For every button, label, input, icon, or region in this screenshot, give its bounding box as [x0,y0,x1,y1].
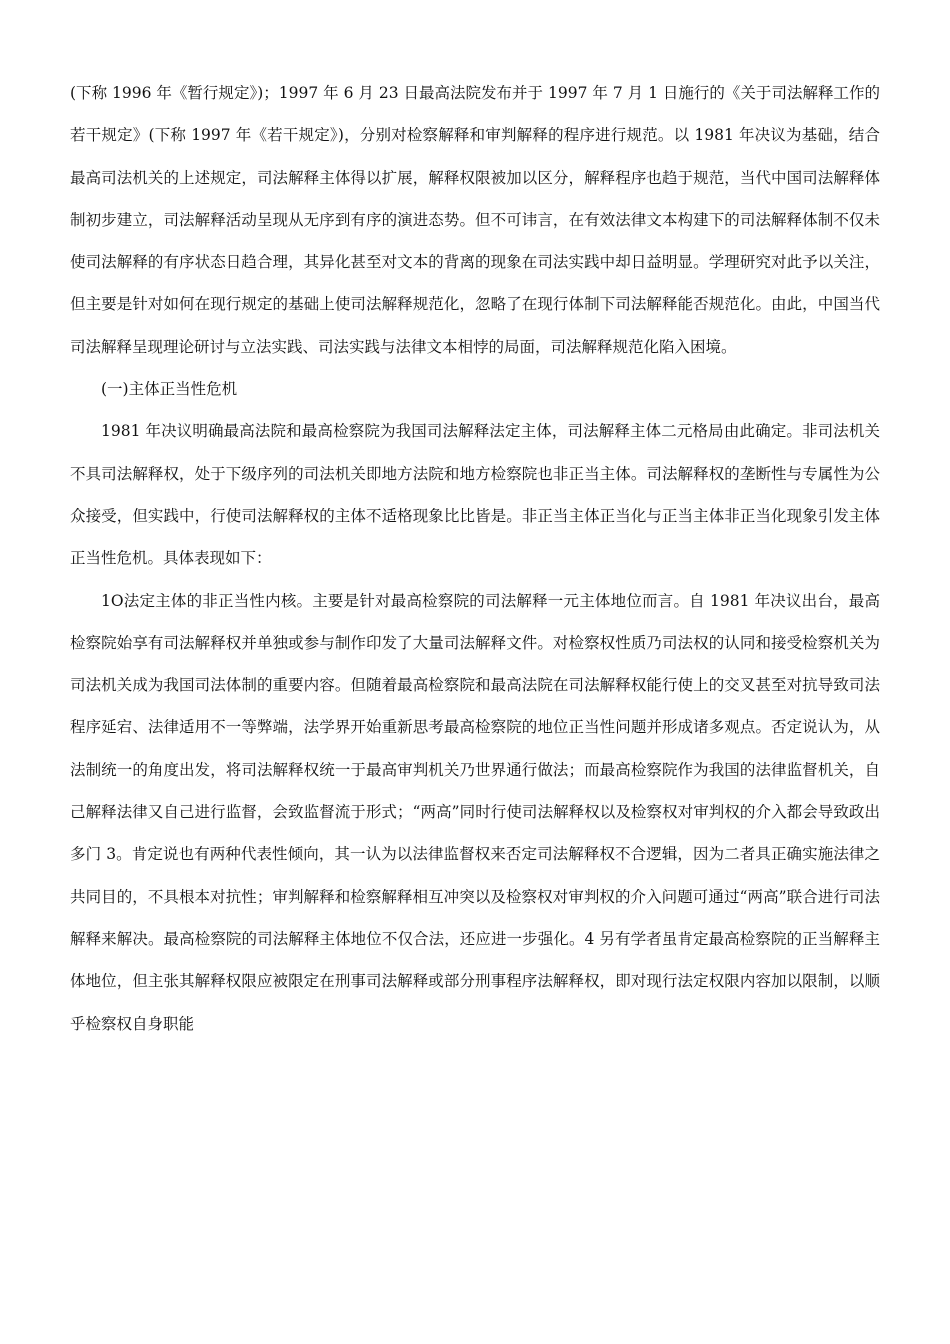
body-text [70,72,880,1045]
paragraph: 1981 年决议明确最高法院和最高检察院为我国司法解释法定主体，司法解释主体二元格局由此确定。非司法机关不具司法解释权，处于下级序列的司法机关即地方法院和地方检察院也非正当主体。司法解释权的垄断性与专属性为公众接受，但实践中，行使司法解释权的主体不适格现象比比皆是。非正当主体正当化与正当主体非正当化现象引发主体正当性危机。具体表现如下： [70,422,880,568]
paragraph-continuation: (下称 1996 年《暂行规定》)；1997 年 6 月 23 日最高法院发布并于 1997 年 7 月 1 日施行的《关于司法解释工作的若干规定》(下称 1997 年《若干规定》)，分别对检察解释和审判解释的程序进行规范。以 1981 年决议为基础，结合最高司法机关的上述规定，司法解释主体得以扩展，解释权限被加以区分，解释程序也趋于规范，当代中国司法解释体制初步建立，司法解释活动呈现从无序到有序的演进态势。但不可讳言，在有效法律文本构建下的司法解释体制不仅未使司法解释的有序状态日趋合理，其异化甚至对文本的背离的现象在司法实践中却日益明显。学理研究对此予以关注，但主要是针对如何在现行规定的基础上使司法解释规范化，忽略了在现行体制下司法解释能否规范化。由此，中国当代司法解释呈现理论研讨与立法实践、司法实践与法律文本相悖的局面，司法解释规范化陷入困境。 [70,84,880,356]
section-heading: (一)主体正当性危机 [101,380,238,399]
paragraph: 1O法定主体的非正当性内核。主要是针对最高检察院的司法解释一元主体地位而言。自 1981 年决议出台，最高检察院始享有司法解释权并单独或参与制作印发了大量司法解释文件。对检察权性质乃司法权的认同和接受检察机关为司法机关成为我国司法体制的重要内容。但随着最高检察院和最高法院在司法解释权能行使上的交叉甚至对抗导致司法程序延宕、法律适用不一等弊端，法学界开始重新思考最高检察院的地位正当性问题并形成诸多观点。否定说认为，从法制统一的角度出发，将司法解释权统一于最高审判机关乃世界通行做法；而最高检察院作为我国的法律监督机关，自己解释法律又自己进行监督，会致监督流于形式；“两高”同时行使司法解释权以及检察权对审判权的介入都会导致政出多门 3。肯定说也有两种代表性倾向，其一认为以法律监督权来否定司法解释权不合逻辑，因为二者具正确实施法律之共同目的，不具根本对抗性；审判解释和检察解释相互冲突以及检察权对审判权的介入问题可通过“两高”联合进行司法解释来解决。最高检察院的司法解释主体地位不仅合法，还应进一步强化。4 另有学者虽肯定最高检察院的正当解释主体地位，但主张其解释权限应被限定在刑事司法解释或部分刑事程序法解释权，即对现行法定权限内容加以限制，以顺乎检察权自身职能 [70,591,880,1033]
